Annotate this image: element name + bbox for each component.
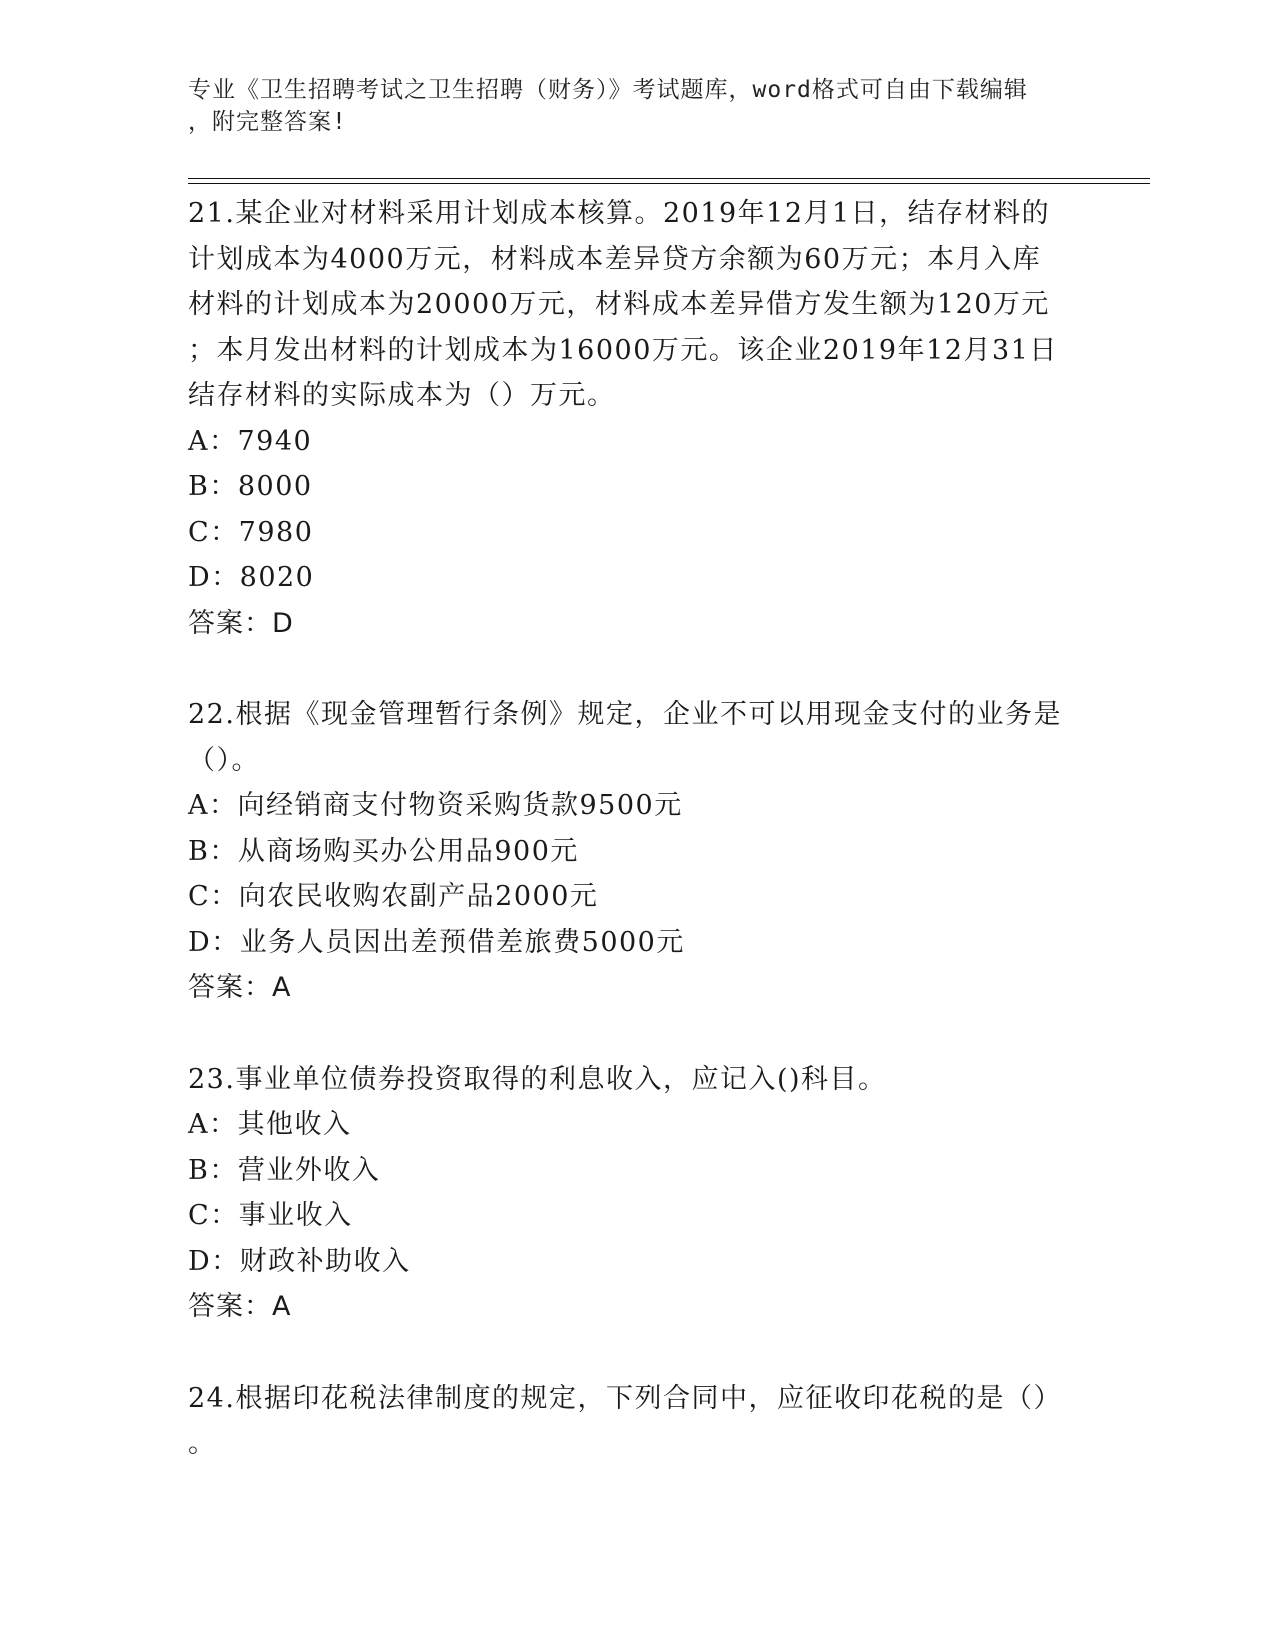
option-a: A：向经销商支付物资采购货款9500元 (188, 790, 683, 821)
option-d: D：8020 (188, 562, 315, 593)
option-d: D：财政补助收入 (188, 1245, 411, 1277)
question-text-line: 24.根据印花税法律制度的规定，下列合同中，应征收印花税的是（） (188, 1382, 1062, 1414)
answer-label: 答案：A (188, 1291, 292, 1322)
question-text-line: ；本月发出材料的计划成本为16000万元。该企业2019年12月31日 (188, 334, 1058, 366)
question-text-line: 结存材料的实际成本为（）万元。 (188, 380, 616, 411)
option-c: C：7980 (188, 516, 314, 548)
question-text-line: 计划成本为4000万元，材料成本差异贷方余额为60万元；本月入库 (188, 243, 1042, 275)
question-text-line: 22.根据《现金管理暂行条例》规定，企业不可以用现金支付的业务是 (188, 699, 1062, 730)
option-b: B：8000 (188, 471, 313, 502)
option-d: D：业务人员因出差预借差旅费5000元 (188, 926, 685, 958)
answer-label: 答案：A (188, 972, 292, 1003)
question-text-line: 。 (188, 1428, 217, 1459)
question-list (188, 191, 1098, 1467)
question-21 (188, 191, 1098, 646)
header-line-1: 专业《卫生招聘考试之卫生招聘（财务）》考试题库，word格式可自由下载编辑 (188, 77, 1028, 103)
option-a: A：其他收入 (188, 1109, 352, 1140)
question-24 (188, 1376, 1098, 1467)
question-22 (188, 692, 1098, 1011)
answer-label: 答案：D (188, 607, 294, 639)
option-b: B：营业外收入 (188, 1154, 381, 1186)
option-c: C：事业收入 (188, 1200, 353, 1231)
question-23 (188, 1057, 1098, 1330)
option-c: C：向农民收购农副产品2000元 (188, 881, 599, 912)
question-text-line: 21.某企业对材料采用计划成本核算。2019年12月1日，结存材料的 (188, 198, 1051, 229)
document-header (188, 74, 1088, 138)
question-text-line: 材料的计划成本为20000万元，材料成本差异借方发生额为120万元 (188, 289, 1050, 320)
header-divider-bottom (188, 183, 1150, 184)
option-b: B：从商场购买办公用品900元 (188, 835, 579, 867)
spacer (188, 646, 1098, 692)
spacer (188, 1330, 1098, 1376)
question-text-line: （）。 (188, 744, 260, 776)
header-divider-top (188, 178, 1150, 179)
spacer (188, 1011, 1098, 1057)
question-text-line: 23.事业单位债券投资取得的利息收入，应记入()科目。 (188, 1063, 887, 1095)
option-a: A：7940 (188, 425, 313, 457)
header-line-2: ，附完整答案! (188, 109, 347, 135)
